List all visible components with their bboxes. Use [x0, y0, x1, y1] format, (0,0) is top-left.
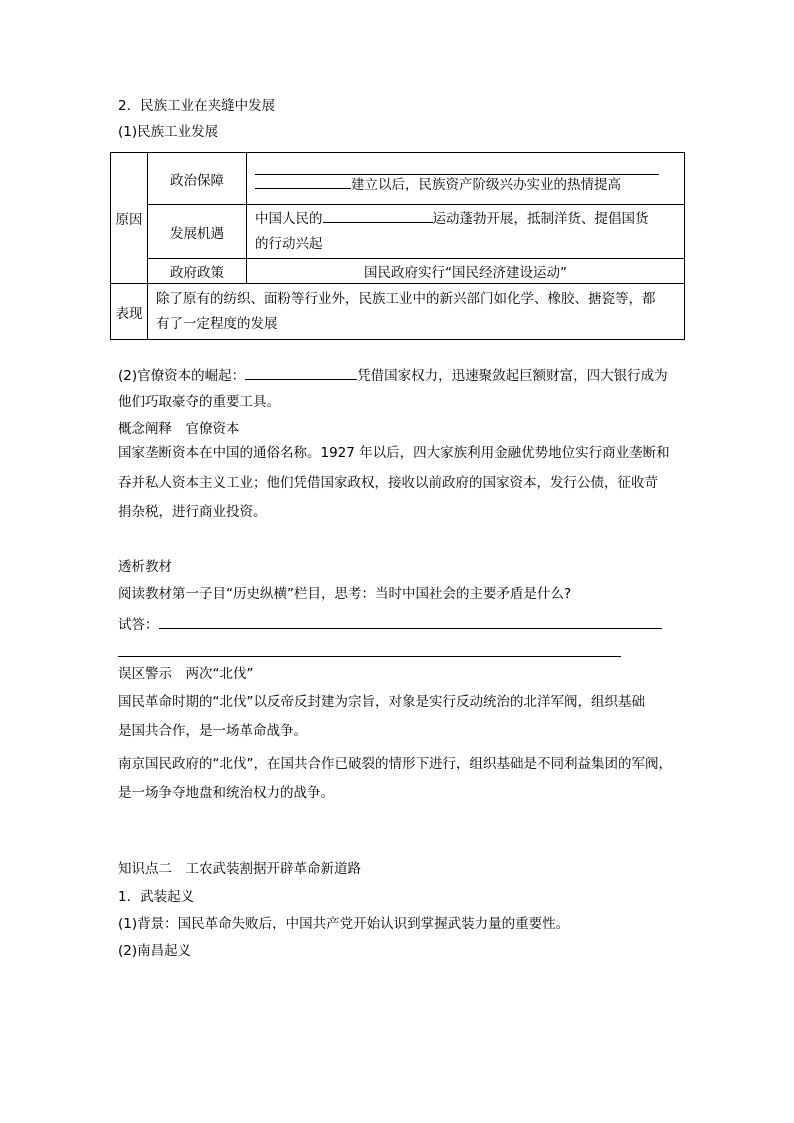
concept-line1: 国家垄断资本在中国的通俗名称。1927 年以后，四大家族利用金融优势地位实行商业垄断和 — [118, 445, 670, 461]
kp2-title: 知识点二 工农武装割据开辟革命新道路 — [118, 861, 361, 877]
political-cell — [247, 153, 685, 205]
bureaucratic-capital-line — [118, 365, 668, 387]
answer-blank-2[interactable] — [118, 656, 621, 657]
kp2-nanchang: (2)南昌起义 — [118, 943, 192, 959]
warning-p2-line2: 是一场争夺地盘和统治权力的战争。 — [118, 785, 334, 801]
warning-p1-line1: 国民革命时期的“北伐”以反帝反封建为宗旨，对象是实行反动统治的北洋军阀，组织基础 — [118, 694, 645, 710]
analysis-question: 阅读教材第一子目“历史纵横”栏目，思考：当时中国社会的主要矛盾是什么? — [118, 586, 572, 602]
performance-line2: 有了一定程度的发展 — [156, 315, 278, 332]
warning-p1-line2: 是国共合作，是一场革命战争。 — [118, 723, 307, 739]
cause-label: 原因 — [111, 153, 148, 284]
section2-title: 2．民族工业在夹缝中发展 — [118, 98, 276, 114]
concept-line3: 捐杂税，进行商业投资。 — [118, 504, 267, 520]
bureaucratic-suffix: 凭借国家权力，迅速聚敛起巨额财富，四大银行成为 — [357, 368, 668, 384]
answer-blank-1[interactable] — [159, 614, 662, 629]
opportunity-text-a: 中国人民的 — [255, 210, 323, 227]
kp2-background: (1)背景：国民革命失败后，中国共产党开始认识到掌握武装力量的重要性。 — [118, 916, 570, 932]
row-label-opportunity: 发展机遇 — [148, 205, 247, 259]
performance-line1: 除了原有的纺织、面粉等行业外，民族工业中的新兴部门如化学、橡胶、搪瓷等，都 — [156, 290, 656, 307]
political-text: 建立以后，民族资产阶级兴办实业的热情提高 — [351, 177, 621, 193]
kp2-item1: 1．武装起义 — [118, 889, 195, 905]
policy-text: 国民政府实行“国民经济建设运动” — [247, 259, 685, 284]
sub-heading-industry: (1)民族工业发展 — [118, 124, 219, 140]
opportunity-cell — [247, 205, 685, 259]
bureaucratic-prefix: (2)官僚资本的崛起： — [118, 368, 246, 384]
performance-label: 表现 — [111, 284, 148, 340]
answer-label: 试答： — [118, 617, 159, 633]
concept-title: 概念阐释 官僚资本 — [118, 421, 240, 437]
opportunity-text-c: 的行动兴起 — [255, 235, 323, 252]
opportunity-text-b: 运动蓬勃开展，抵制洋货、提倡国货 — [432, 210, 649, 227]
performance-cell — [148, 284, 685, 340]
row-label-policy: 政府政策 — [148, 259, 247, 284]
answer-line — [118, 614, 662, 636]
industry-table — [110, 152, 685, 340]
concept-line2: 吞并私人资本主义工业；他们凭借国家政权，接收以前政府的国家资本，发行公债，征收苛 — [118, 475, 658, 491]
warning-p2-line1: 南京国民政府的“北伐”，在国共合作已破裂的情形下进行，组织基础是不同利益集团的军阀， — [118, 756, 672, 772]
warning-title: 误区警示 两次“北伐” — [118, 666, 254, 682]
analysis-title: 透析教材 — [118, 559, 172, 575]
row-label-political: 政治保障 — [148, 153, 247, 205]
bureaucratic-line2: 他们巧取豪夺的重要工具。 — [118, 394, 280, 410]
